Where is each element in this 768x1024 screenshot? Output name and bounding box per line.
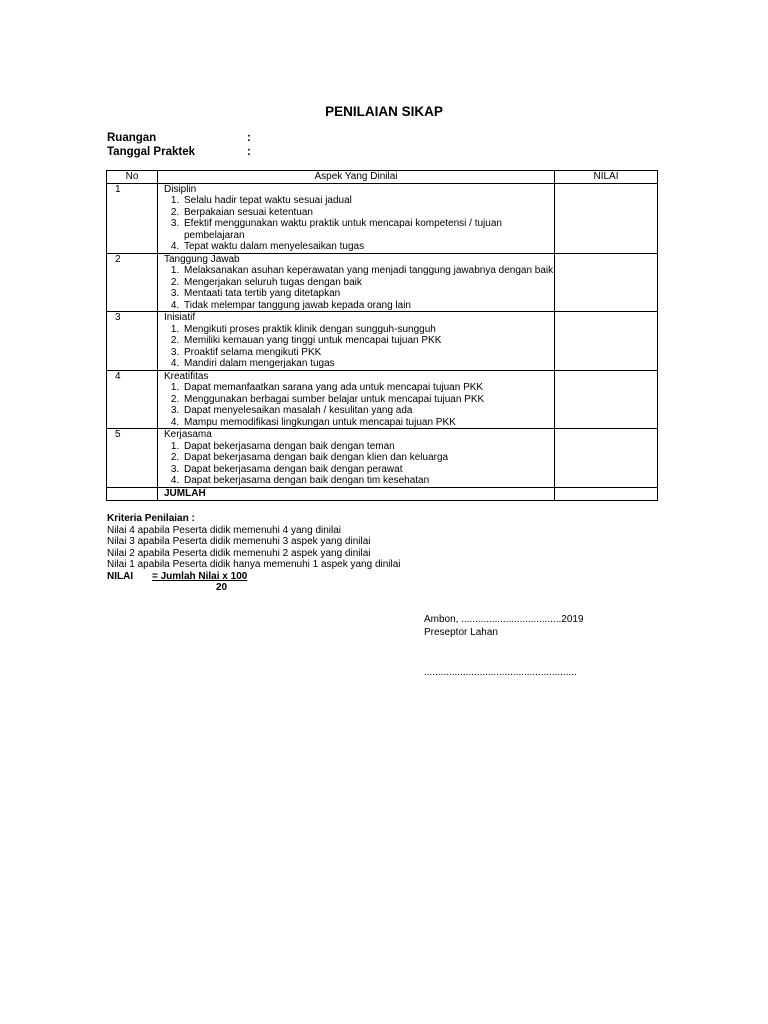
total-label: JUMLAH <box>164 487 206 499</box>
table-row <box>107 429 658 488</box>
value-cell <box>555 429 658 488</box>
row-number: 5 <box>107 429 158 488</box>
list-item: 1. Dapat bekerjasama dengan baik dengan teman <box>182 441 554 453</box>
table-row <box>107 253 658 312</box>
value-cell <box>555 312 658 371</box>
field-tanggal-praktek <box>107 145 251 159</box>
aspect-cell <box>158 312 555 371</box>
aspect-cell <box>158 429 555 488</box>
list-item: 4. Tidak melempar tanggung jawab kepada orang lain <box>182 300 554 312</box>
header-value: NILAI <box>555 171 658 184</box>
criteria-line: Nilai 2 apabila Peserta didik memenuhi 2 aspek yang dinilai <box>107 547 371 559</box>
formula-denominator: 20 <box>216 582 228 593</box>
list-item: 1. Mengikuti proses praktik klinik dengan sungguh-sungguh <box>182 324 554 336</box>
list-item: 2. Dapat bekerjasama dengan baik dengan klien dan keluarga <box>182 452 554 464</box>
value-cell <box>555 183 658 253</box>
list-item: 4. Dapat bekerjasama dengan baik dengan tim kesehatan <box>182 475 554 487</box>
criteria-section <box>107 513 401 594</box>
aspect-title: Inisiatif <box>164 312 196 323</box>
header-aspect: Aspek Yang Dinilai <box>158 171 555 184</box>
list-item: 3. Dapat menyelesaikan masalah / kesulitan yang ada <box>182 405 554 417</box>
row-number: 4 <box>107 370 158 429</box>
row-number: 2 <box>107 253 158 312</box>
signature-place-date: Ambon, ....................................2019 <box>424 614 584 625</box>
signature-block <box>424 613 584 679</box>
list-item: 1. Melaksanakan asuhan keperawatan yang menjadi tanggung jawabnya dengan baik <box>182 265 554 277</box>
total-label-cell <box>158 487 555 500</box>
list-item: 1. Selalu hadir tepat waktu sesuai jadual <box>182 195 554 207</box>
list-item: 3. Proaktif selama mengikuti PKK <box>182 347 554 359</box>
criteria-list <box>162 324 554 370</box>
criteria-line: Nilai 3 apabila Peserta didik memenuhi 3 aspek yang dinilai <box>107 536 371 547</box>
aspect-cell <box>158 183 555 253</box>
table-header-row <box>107 171 658 184</box>
value-cell <box>555 253 658 312</box>
criteria-list <box>162 382 554 428</box>
table-row <box>107 183 658 253</box>
header-fields <box>107 131 251 159</box>
list-item: 3. Efektif menggunakan waktu praktik untuk mencapai kompetensi / tujuan pembelajaran <box>182 218 554 241</box>
field-ruangan <box>107 131 251 145</box>
list-item: 4. Mandiri dalam mengerjakan tugas <box>182 358 554 370</box>
total-number-cell <box>107 487 158 500</box>
list-item: 3. Dapat bekerjasama dengan baik dengan perawat <box>182 464 554 476</box>
list-item: 4. Mampu memodifikasi lingkungan untuk mencapai tujuan PKK <box>182 417 554 429</box>
list-item: 2. Berpakaian sesuai ketentuan <box>182 207 554 219</box>
table-row <box>107 370 658 429</box>
list-item: 2. Mengerjakan seluruh tugas dengan baik <box>182 277 554 289</box>
formula-label: NILAI <box>107 570 134 582</box>
list-item: 2. Menggunakan berbagai sumber belajar untuk mencapai tujuan PKK <box>182 394 554 406</box>
criteria-line: Nilai 4 apabila Peserta didik memenuhi 4 yang dinilai <box>107 524 342 536</box>
value-cell <box>555 370 658 429</box>
field-separator: : <box>247 132 251 144</box>
criteria-list <box>162 265 554 311</box>
list-item: 1. Dapat memanfaatkan sarana yang ada untuk mencapai tujuan PKK <box>182 382 554 394</box>
total-value-cell <box>555 487 658 500</box>
aspect-cell <box>158 370 555 429</box>
assessment-table <box>106 170 658 501</box>
aspect-title: Kerjasama <box>164 429 212 440</box>
row-number: 1 <box>107 183 158 253</box>
field-label: Tanggal Praktek <box>107 146 195 158</box>
signature-role: Preseptor Lahan <box>424 627 498 638</box>
aspect-title: Disiplin <box>164 183 197 195</box>
aspect-title: Kreatifitas <box>164 370 209 382</box>
list-item: 3. Mentaati tata tertib yang ditetapkan <box>182 288 554 300</box>
score-formula <box>107 571 401 583</box>
header-no: No <box>107 171 158 184</box>
list-item: 4. Tepat waktu dalam menyelesaikan tugas <box>182 241 554 253</box>
aspect-cell <box>158 253 555 312</box>
field-label: Ruangan <box>107 132 157 144</box>
aspect-title: Tanggung Jawab <box>164 253 240 265</box>
criteria-line: Nilai 1 apabila Peserta didik hanya memenuhi 1 aspek yang dinilai <box>107 559 401 570</box>
criteria-heading: Kriteria Penilaian : <box>107 513 195 524</box>
formula-numerator: = Jumlah Nilai x 100 <box>152 570 248 582</box>
field-separator: : <box>247 146 251 158</box>
list-item: 2. Memiliki kemauan yang tinggi untuk mencapai tujuan PKK <box>182 335 554 347</box>
signature-line: ....................................................... <box>424 667 577 678</box>
page-title: PENILAIAN SIKAP <box>325 104 443 119</box>
criteria-list <box>162 441 554 487</box>
criteria-list <box>162 195 554 253</box>
table-row <box>107 312 658 371</box>
row-number: 3 <box>107 312 158 371</box>
total-row <box>107 487 658 500</box>
